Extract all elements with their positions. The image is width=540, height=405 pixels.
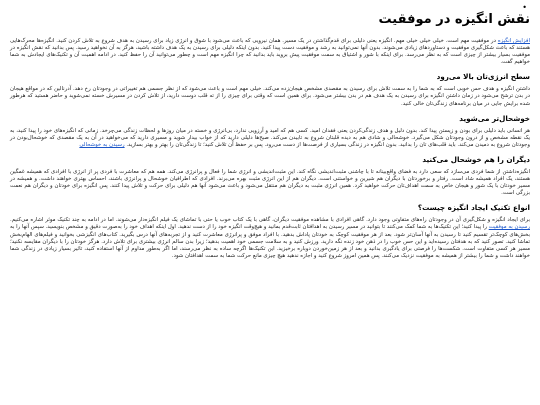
section-heading-others: دیگران را هم خوشحال می‌کنید	[422, 154, 530, 164]
section-paragraph-happier	[10, 128, 530, 149]
section-body-others: انگیزه‌داشتن از شما فردی می‌سازد که سعی دارد به فضای واقع‌بینانه‌ تا با چاشنی مثبت‌اندیشی نگاه کند. این مثبت‌اندیشی و انرژی شما را فعال و پرانرژی می‌کند. همه هم که معاشرت با فردی پر از انرژی با افرادی که همیشه غمگین هستند، یک افراد همیشه شاد است. رفتار و برخوردتان با دیگران هم شیرین و خواستنی است. دیگران هم از این انرژی مثبت بهره می‌برند. افرادی که اطرافیان خوشحال و پرانرژی باشند، احساس بهتری خواهند داشت. و همیشه در مسیر خودتان با یک شور و هیجان خاص به سمت اهداف‌تان حرکت خواهید کرد. همین انرژی مثبت به دیگران هم منتقل می‌شود و باعث می‌شود آنها هم دلیلی برای حرکت و تلاش پیدا کنند. پس انگیزه برای خودتان و دیگران هم نعمت بزرگی است.	[10, 168, 530, 197]
section-paragraph-techniques	[10, 217, 530, 260]
section-body-techniques-start: برای ایجاد انگیزه و شکل‌گیری آن در وجودتان راه‌های متفاوتی وجود دارد. گاهی افرادی با مشاهده موفقیت دیگران، گاهی با یک کتاب خوب یا حتی با تماشای یک فیلم انگیزه‌دار می‌شوند. اما در ادامه به چند تکنیک موثر اشاره می‌کنیم.	[10, 217, 530, 224]
section-heading-techniques: انواع تکنیک ایجاد انگیزه چیست؟	[417, 203, 530, 213]
happiness-link[interactable]: رسیدن به خوشحالی	[79, 141, 125, 148]
success-link[interactable]: رسیدن به موفقیت	[488, 224, 530, 231]
intro-paragraph	[10, 38, 530, 66]
section-heading-energy: سطح انرژی‌تان بالا می‌رود	[436, 72, 530, 82]
intro-text: در موفقیت مهم است. خیلی خیلی خیلی مهم. انگیزه یعنی دلیلی برای قدم‌گذاشتن در یک مسیر. همان نیرویی که باعث می‌شود با شوق و انرژی زیاد برای رسیدن به هدف شروع به تلاش کردن کنید. انگیزه‌ها محرک‌هایی هستند که باعث شکل‌گیری موفقیت و دستاوردهای زیادی می‌شوند. بدون آنها نمی‌توانید به رشد و موفقیت دست پیدا کنید. بدون اینکه دلیلی برای رسیدن به یک هدف داشته باشید، هرگز به آن نخواهید رسید. پس بدانید که نقش انگیزه در موفقیت بسیار بیشتر از چیزی است که به نظر می‌رسد. برای اینکه با شور و اشتیاق به سمت موفقیت پیش بروید باید بدانید که چرا انگیزه مهم است و چطور می‌توانید آن را حفظ کنید. در ادامه اهمیت آن و تکنیک‌های ایجادش به شما خواهیم گفت.	[10, 38, 530, 66]
section-body-energy: داشتن انگیزه و هدف حس خوبی است که به شما را به سمت تلاش برای رسیدن به مقصدی مشخص هیجان‌زده می‌کند. خیلی مهم است و باعث می‌شود که از نظر جسمی هم تغییراتی در وجودتان رخ دهد. آدرنالین که در مواقع هیجان در بدن ترشح می‌شود در زمان داشتن انگیزه برای رسیدن به یک هدف هم در بدن بیشتر می‌شود. برای همین است که وقتی برای چیزی را از ته قلب دوست دارید، از تلاش کردن در مسیرش خسته نمی‌شوید و حاضر هستید که هرطور شده برایش جایی در میان برنامه‌های زندگی‌تان خالی کنید.	[10, 86, 530, 107]
bullet-marker: •	[522, 3, 527, 12]
page-title: نقش انگیزه در موفقیت	[378, 12, 530, 27]
section-body-techniques-end: را پیدا کنید؛ این تکنیک‌ها به شما کمک می‌کنند تا بتوانید در مسیر رسیدن به اهدافتان ثابت‌قدم بمانید و هیچ‌وقت انگیزه خود را از دست ندهید. اول اینکه اهداف خود را به‌صورت دقیق و مشخص بنویسید. سپس آنها را به بخش‌های کوچک‌تر تقسیم کنید تا رسیدن به آنها آسان‌تر شود. بعد از هر موفقیت کوچک به خودتان پاداش بدهید. با افراد موفق و پرانرژی معاشرت کنید و از تجربه‌های آنها درس بگیرید. کتاب‌های انگیزشی بخوانید و فیلم‌های الهام‌بخش تماشا کنید. تصور کنید که به هدفتان رسیده‌اید و این حس خوب را در ذهن خود زنده نگه دارید. ورزش کنید و به سلامت جسمی خود اهمیت بدهید؛ زیرا بدن سالم انرژی بیشتری برای تلاش دارد. هرگز خودتان را با دیگران مقایسه نکنید؛ مسیر هر کسی متفاوت است. شکست‌ها را فرصتی برای یادگیری بدانید و بعد از هر زمین‌خوردن دوباره برخیزید. این تکنیک‌ها اگرچه ساده به نظر می‌رسند، اما اگر به‌طور مداوم از آنها استفاده کنید، تاثیر بسیار زیادی در زندگی شما خواهند داشت و شما را بیشتر از همیشه به موفقیت نزدیک می‌کنند. پس همین امروز شروع کنید و اجازه ندهید هیچ چیزی مانع حرکت شما به سمت اهدافتان شود.	[10, 224, 530, 259]
motivation-link[interactable]: افزایش انگیزه	[497, 38, 530, 44]
section-body-happier: هر انسانی باید دلیلی برای بودن و زیستن پیدا کند. بدون دلیل و هدف زندگی‌کردن یعنی فقدان امید. کسی هم که امید و آرزویی ندارد، بی‌انرژی و خسته در میان روزها و لحظات زندگی می‌چرخد. زمانی که انگیزه‌های خود را پیدا کنید، به یک نقطه مشخص و از درون وجودتان شکل می‌گیرد. خوشحالی و شادی هم به دیده قلبتان شروع به تابیدن می‌کند. صبح‌ها دلیلی دارید که از خواب بیدار شوید و مسیری دارید که می‌خواهید در آن به یک مقصدی که خوشحال‌بودن در وجودتان شروع به دمیدن می‌کند. باید قلب‌های تان را بدانید. بدون انگیزه در زندگی بسیاری از فرصت‌ها از دست می‌رود. پس بر حفظ آن تلاش کنید؛ تا زندگی‌تان را بهتر و بهتر بسازید.	[10, 127, 530, 148]
section-heading-happier: خوشحال‌تر می‌شوید	[459, 113, 530, 123]
